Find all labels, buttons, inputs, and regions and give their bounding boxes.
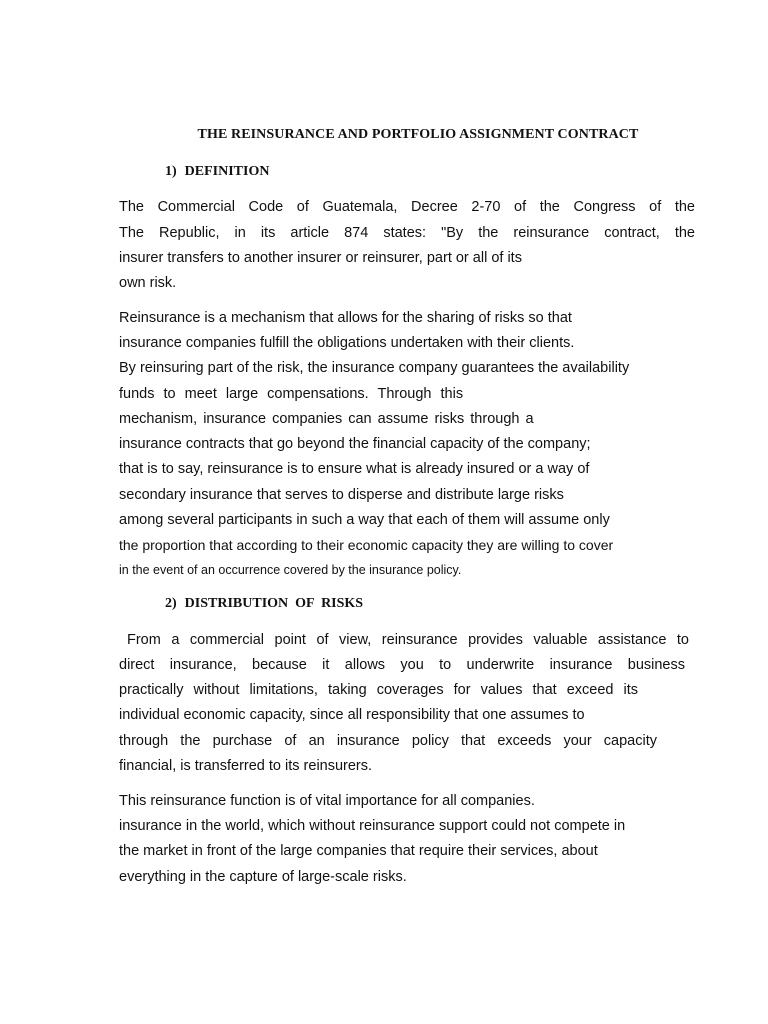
- section-number: 1): [165, 164, 177, 179]
- paragraph-line: insurer transfers to another insurer or reinsurer, part or all of its: [119, 250, 522, 266]
- paragraph-line: direct insurance, because it allows you to underwrite insurance business: [119, 657, 685, 673]
- paragraph-line: Reinsurance is a mechanism that allows for the sharing of risks so that: [119, 310, 572, 326]
- paragraph-line: By reinsuring part of the risk, the insurance company guarantees the availability: [119, 360, 630, 376]
- section-title: DEFINITION: [184, 164, 270, 179]
- paragraph-line: funds to meet large compensations. Through this: [119, 386, 464, 402]
- document-title: THE REINSURANCE AND PORTFOLIO ASSIGNMENT CONTRACT: [197, 127, 639, 142]
- paragraph-line: the proportion that according to their economic capacity they are willing to cover: [119, 537, 614, 553]
- paragraph-line: insurance in the world, which without reinsurance support could not compete in: [119, 818, 626, 834]
- paragraph-line: the market in front of the large companies that require their services, about: [119, 843, 598, 859]
- paragraph-line: insurance contracts that go beyond the financial capacity of the company;: [119, 436, 591, 452]
- section-number: 2): [165, 596, 177, 611]
- paragraph-line: that is to say, reinsurance is to ensure what is already insured or a way of: [119, 461, 590, 477]
- paragraph-line: everything in the capture of large-scale risks.: [119, 869, 407, 885]
- paragraph-line: From a commercial point of view, reinsurance provides valuable assistance to: [127, 632, 689, 648]
- section-heading-distribution: [165, 596, 363, 612]
- paragraph-line: in the event of an occurrence covered by the insurance policy.: [119, 563, 462, 577]
- paragraph-line: The Republic, in its article 874 states: "By the reinsurance contract, the: [119, 225, 695, 241]
- section-heading-definition: [165, 164, 269, 180]
- section-title: DISTRIBUTION OF RISKS: [184, 596, 364, 611]
- paragraph-line: secondary insurance that serves to disperse and distribute large risks: [119, 487, 564, 503]
- paragraph-line: financial, is transferred to its reinsurers.: [119, 758, 373, 774]
- paragraph-line: through the purchase of an insurance policy that exceeds your capacity: [119, 733, 657, 749]
- paragraph-line: This reinsurance function is of vital importance for all companies.: [119, 793, 535, 809]
- paragraph-line: mechanism, insurance companies can assume risks through a: [119, 411, 534, 427]
- paragraph-line: own risk.: [119, 275, 177, 291]
- paragraph-line: The Commercial Code of Guatemala, Decree 2-70 of the Congress of the: [119, 199, 695, 215]
- paragraph-line: individual economic capacity, since all responsibility that one assumes to: [119, 707, 585, 723]
- paragraph-line: practically without limitations, taking coverages for values that exceed its: [119, 682, 638, 698]
- paragraph-line: among several participants in such a way that each of them will assume only: [119, 512, 610, 528]
- paragraph-line: insurance companies fulfill the obligations undertaken with their clients.: [119, 335, 575, 351]
